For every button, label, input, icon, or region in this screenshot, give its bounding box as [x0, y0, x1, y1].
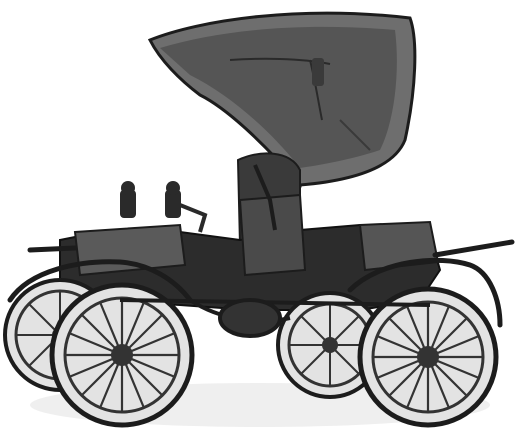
wheel-front-right: [360, 289, 496, 425]
carriage-lamps: [120, 181, 205, 232]
wheel-front-left: [52, 285, 192, 425]
